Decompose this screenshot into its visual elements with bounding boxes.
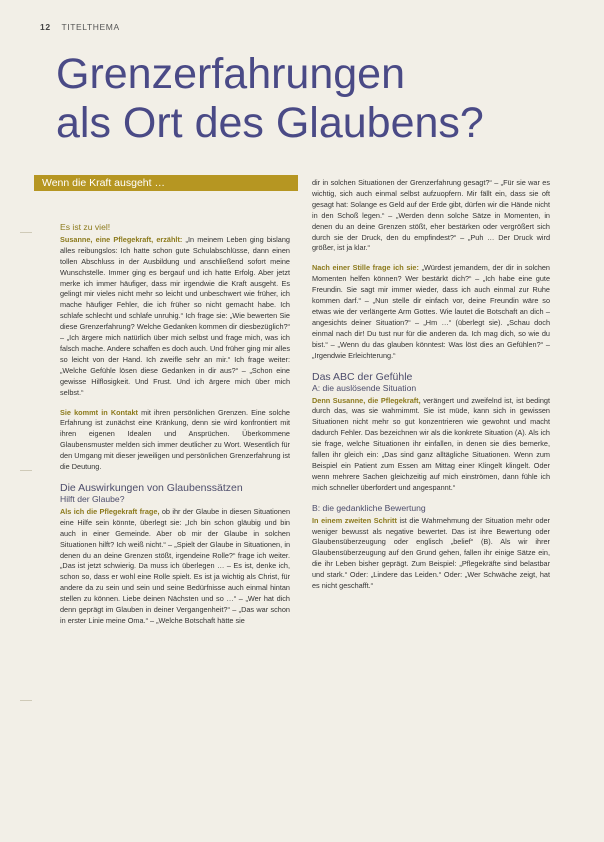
- lead-in: Denn Susanne, die Pflegekraft,: [312, 395, 421, 405]
- subheading-bewertung: B: die gedankliche Bewertung: [312, 502, 426, 513]
- paragraph: [60, 408, 290, 473]
- paragraph: [312, 178, 550, 254]
- paragraph-text: ist die Wahrnehmung der Situation mehr oder weniger bewusst als negative bewertet. Das ist ihre Bewertung oder Glaubensüberzeugung oder englisch „belief“ (B). Als wir ihrer Glaubensüberzeugung auf den Grund gehen, fallen ihr einige Sätze ein, die ihr Leben bisher geprägt. Zum Beispiel: „Pflegekräfte sind belastbar und stark.“ Oder: „Lindere das Leiden.“ Oder: „Wer Schwäche zeigt, hat es nicht geschafft.“: [312, 515, 550, 591]
- margin-rule: [20, 700, 32, 701]
- margin-rule: [20, 470, 32, 471]
- paragraph: [312, 263, 550, 361]
- left-column: [60, 222, 290, 636]
- paragraph-text: mit ihren persönlichen Grenzen. Eine solche Erfahrung ist zunächst eine Kränkung, denn sie wird konfrontiert mit ihren eigenen Idealen und Ansprüchen. Überkommene Glaubensmuster melden sich immer deutlicher zu Wort. Wesentlich für den Umgang mit dieser jeweiligen und persönlichen Grenzerfahrung ist die Deutung.: [60, 407, 290, 472]
- paragraph: [60, 235, 290, 399]
- page-header: [40, 22, 120, 32]
- subheading-zu-viel: Es ist zu viel!: [60, 222, 111, 232]
- paragraph: [312, 396, 550, 494]
- section-band: Wenn die Kraft ausgeht …: [34, 175, 298, 191]
- paragraph-text: „In meinem Leben ging bislang alles reibungslos: Ich hatte schon gute Schulabschlüsse, dann einen tollen Abschluss in der Ausbildung und anschließend sofort meine Wunschstelle. Immer ging es bergauf und ich hatte Erfolg. Aber jetzt merke ich immer häufiger, dass mir irgendwie die Kraft ausgeht. Es gelingt mir vieles nicht mehr so leicht und unbeschwert wie früher, ich mache häufiger Fehler, die ich früher so nicht gemacht habe. Ich schlafe schlecht und schlafe unruhig.“ Ich frage sie: „Wie bewerten Sie diese Grenzerfahrung? Welche Gedanken kommen dir diesbezüglich?“ – „Ich ärgere mich natürlich über mich selbst und frage mich, was ich falsch mache. Andere schaffen es doch auch. Und früher ging mir alles so leicht von der Hand. Ich zweifle sehr an mir.“ Ich frage weiter: „Welche Gefühle lösen diese Gedanken in dir aus?“ – „Schon eine gewisse Hilflosigkeit. Und Frust. Und ich ärgere mich über mich selbst.“: [60, 234, 290, 397]
- subheading-situation: A: die auslösende Situation: [312, 382, 417, 393]
- article-title: [56, 50, 556, 147]
- margin-rule: [20, 232, 32, 233]
- lead-in: In einem zweiten Schritt: [312, 515, 397, 525]
- section-heading-glaubenssaetze: Die Auswirkungen von Glaubenssätzen: [60, 481, 243, 494]
- lead-in: Sie kommt in Kontakt: [60, 407, 138, 417]
- title-line-2: als Ort des Glaubens?: [56, 98, 484, 147]
- section-heading-abc: Das ABC der Gefühle: [312, 370, 413, 383]
- subheading-glaube: Hilft der Glaube?: [60, 493, 125, 504]
- paragraph-text: dir in solchen Situationen der Grenzerfahrung gesagt?“ – „Für sie war es wichtig, sich auch einmal selbst aufzuopfern. Mir fällt ein, dass sie oft gesagt hat: Solange es Geld auf der Erde gibt, dürfen wir die Hände nicht in den Schoß legen.“ – „Werden denn solche Sätze in Momenten, in denen du an deine Grenzen stößt, eher bestärken oder vergrößert sich durch sie der Druck, den du empfindest?“ – „Puh … Der Druck wird größer, ist ja klar.“: [312, 178, 550, 253]
- lead-in: Als ich die Pflegekraft frage,: [60, 506, 160, 516]
- paragraph: [60, 507, 290, 627]
- right-column: [312, 178, 550, 601]
- paragraph-text: ob ihr der Glaube in diesen Situationen eine Hilfe sein könnte, überlegt sie: „Ich bin schon gläubig und bin auch in einer Gemeinde. Aber ob mir der Glaube in solchen Situationen hilft? Ich weiß nicht.“ – „Spielt der Glaube in Situationen, in denen du an deine Grenzen stößt, irgendeine Rolle?“ frage ich weiter. „Das ist jetzt schwierig. Da muss ich überlegen … – Es ist, denke ich, schon so, dass er wohl eine Rolle spielt. Es ist ja wichtig als Christ, für andere da zu sein und sein und seine Bedürfnisse auch einmal hintan stellen zu können. Liebe deinen Nächsten und so …“ – „Wer hat dich denn geprägt im Glauben in deiner Vergangenheit?“ – „Das war schon in erster Linie meine Oma.“ – „Welche Botschaft hätte sie: [60, 506, 291, 625]
- title-line-1: Grenzerfahrungen: [56, 50, 405, 98]
- lead-in: Susanne, eine Pflegekraft, erzählt:: [60, 234, 183, 244]
- page-number: 12: [40, 22, 51, 32]
- paragraph: [312, 516, 550, 592]
- lead-in: Nach einer Stille frage ich sie:: [312, 263, 419, 273]
- section-label: TITELTHEMA: [61, 22, 120, 32]
- paragraph-text: verängert und zweifelnd ist, ist bedingt durch das, was sie wahrnimmt. Sie ist müde, kann sich in gewissen Situationen nicht mehr so gut konzentrieren wie gewohnt und macht dadurch Fehler. Das bezeichnen wir als die konkrete Situation (A). Als ich sie frage, welche Situationen ihr einfallen, in denen sie dies bemerke, fallen ihr gleich ein: „Das sind ganz alltägliche Situationen. Wenn zum Beispiel ein Patient zum Essen am Mittag einer Klingelt klingelt. Oder wenn mehrere Sachen gleichzeitig auf mich einströmen, dann fühle ich mich schneller überfordert und angespannt.“: [312, 395, 550, 492]
- paragraph-text: „Würdest jemandem, der dir in solchen Momenten helfen können? Wer bestärkt dich?“ – „Ich habe eine gute Freundin. Sie sagt mir immer wieder, dass ich auch einmal zur Ruhe kommen darf.“ – „Nun stelle dir einfach vor, deine Freundin wäre so etwas wie der verlängerte Arm Gottes. Wie lautet die Botschaft an dich – angesichts deiner Situation?“ – „Hm …“ (überlegt sie). „Schau doch einmal nach dir! Du tust nur für die anderen da. Ich mag dich, so wie du bist.“ – „Wenn du das glauben könntest: Was löst dies an Gefühlen?“ – „Irgendwie Erleichterung.“: [312, 263, 550, 360]
